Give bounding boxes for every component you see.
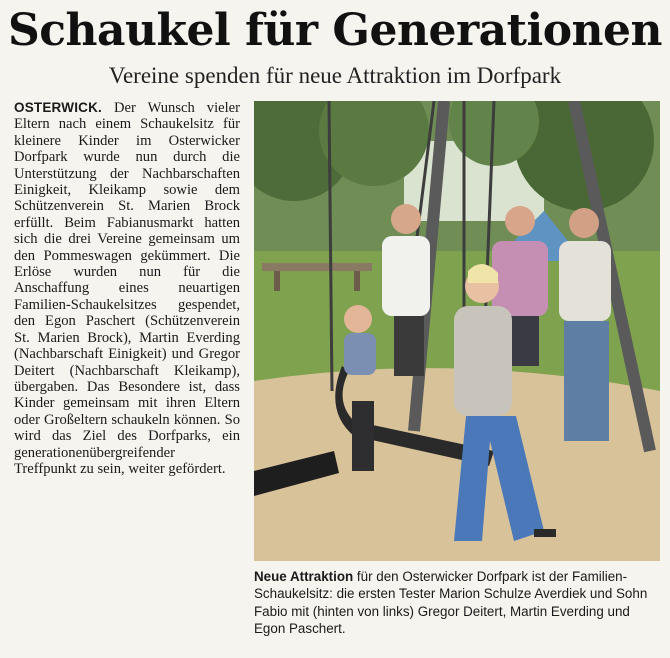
article-body xyxy=(14,100,240,477)
article-photo xyxy=(254,101,660,561)
caption-lead: Neue Attraktion xyxy=(254,569,354,584)
subheadline: Vereine spenden für neue Attraktion im Dorfpark xyxy=(108,63,562,88)
photo-caption xyxy=(254,568,660,637)
caption-text: für den Osterwicker Dorfpark ist der Familien-Schaukelsitz: die ersten Tester Marion Schulze Averdiek und Sohn Fabio mit (hinten von links) Gregor Deitert, Martin Everding und Egon Paschert. xyxy=(254,569,648,636)
dateline: OSTERWICK. xyxy=(14,100,103,115)
article-text: Der Wunsch vieler Eltern nach einem Schaukelsitz für kleinere Kinder im Osterwicker Dorfpark wurde nun durch die Unterstützung der Nachbarschaften Einigkeit, Kleikamp sowie dem Schützenverein St. Marien Brock erfüllt. Beim Fabianusmarkt hatten sich die drei Vereine gemeinsam um den Pommeswagen gekümmert. Die Erlöse wurden nun für die Anschaffung eines neuartigen Familien-Schaukelsitzes gespendet, den Egon Paschert (Schützenverein St. Marien Brock), Martin Everding (Nachbarschaft Einigkeit) und Gregor Deitert (Nachbarschaft Kleikamp), übergaben. Das Besondere ist, dass Kinder gemeinsam mit ihren Eltern oder Großeltern schaukeln können. So wird das Ziel des Dorfparks, ein generationenübergreifender Treffpunkt zu sein, weiter gefördert. xyxy=(14,100,240,477)
playground-photo-illustration xyxy=(254,101,660,561)
headline: Schaukel für Generationen xyxy=(7,5,663,56)
